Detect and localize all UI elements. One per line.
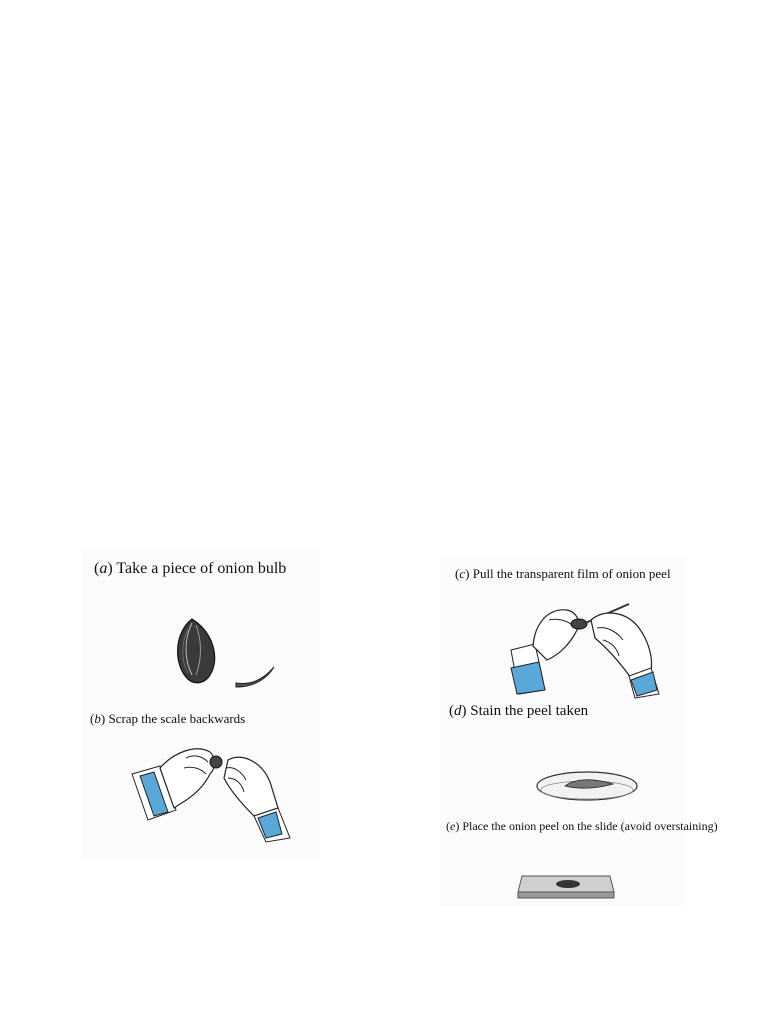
- step-d-caption: (d) Stain the peel taken: [449, 703, 589, 719]
- onion-peel-strip: [236, 667, 274, 687]
- step-c-caption: (c) Pull the transparent film of onion peel: [455, 566, 671, 581]
- onion-bulb-illustration: [170, 615, 280, 690]
- step-e-caption: (e) Place the onion peel on the slide (avoid overstaining): [446, 819, 718, 833]
- slide-edge: [518, 892, 614, 898]
- step-c-letter: c: [459, 566, 466, 581]
- step-a-text: Take a piece of onion bulb: [116, 560, 287, 577]
- hands-scraping-illustration: [130, 738, 295, 843]
- step-d-letter: d: [454, 703, 462, 719]
- hands-pulling-peel-illustration: [505, 598, 665, 698]
- onion-scale-held: [210, 756, 222, 768]
- left-cuff: [511, 662, 545, 694]
- step-b-caption: (b) Scrap the scale backwards: [90, 711, 246, 726]
- step-e-text: Place the onion peel on the slide (avoid overstaining): [462, 819, 718, 833]
- glass-slide-illustration: [516, 874, 616, 900]
- step-b-letter: b: [94, 711, 101, 726]
- step-c-text: Pull the transparent film of onion peel: [472, 566, 671, 581]
- step-a-caption: (a) Take a piece of onion bulb: [94, 560, 287, 577]
- step-e-letter: e: [450, 819, 456, 833]
- step-d-text: Stain the peel taken: [470, 703, 589, 719]
- step-b-text: Scrap the scale backwards: [108, 711, 246, 726]
- step-a-letter: a: [99, 560, 108, 577]
- peel-on-slide: [556, 880, 580, 888]
- watch-glass-stain-illustration: [535, 770, 640, 804]
